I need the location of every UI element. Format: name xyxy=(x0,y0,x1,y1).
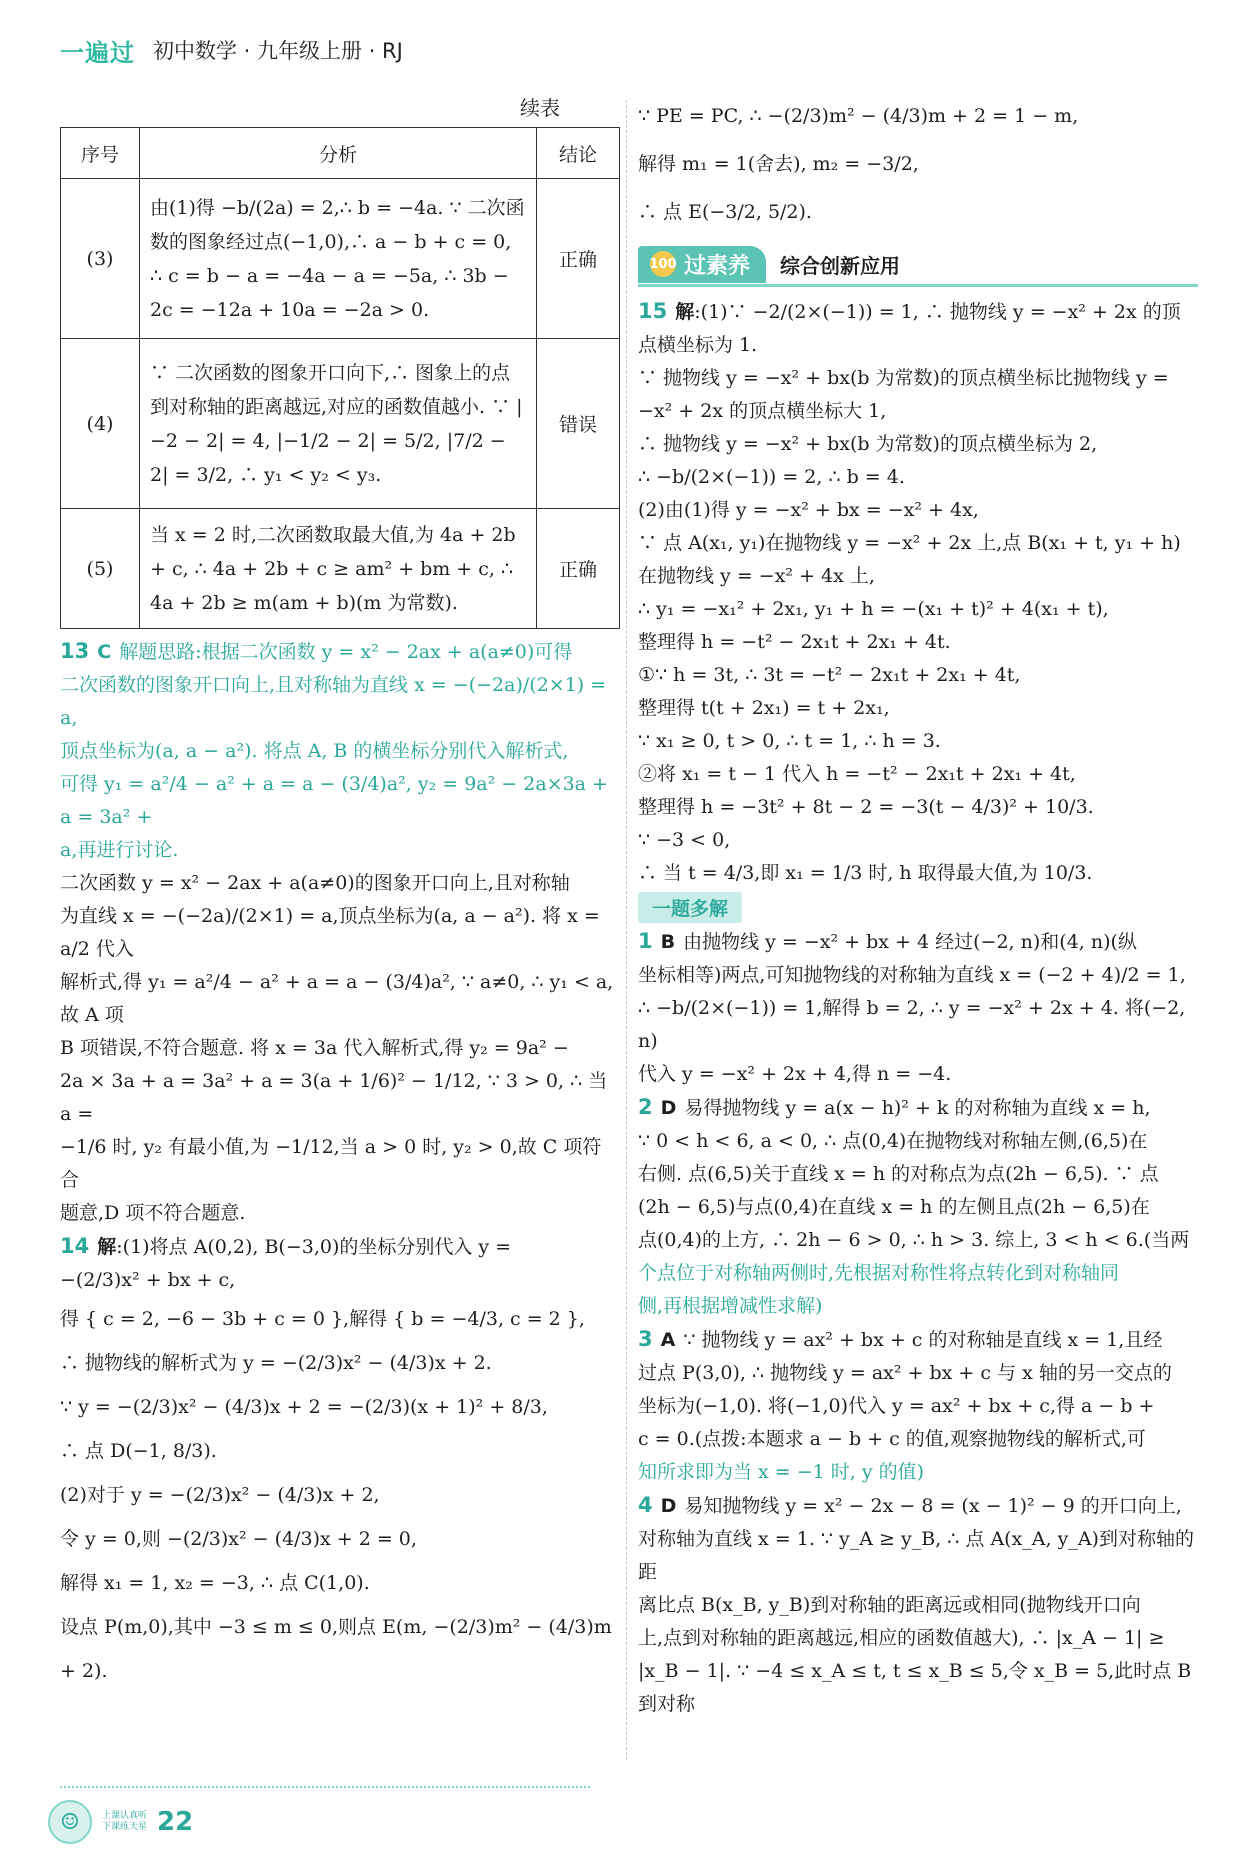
q15-line: 整理得 t(t + 2x₁) = t + 2x₁, xyxy=(638,697,890,719)
row-no: (5) xyxy=(61,509,140,629)
q15-line: ∴ −b/(2×(−1)) = 2, ∴ b = 4. xyxy=(638,466,905,488)
section-banner xyxy=(638,244,1198,287)
q15-line: ①∵ h = 3t, ∴ 3t = −t² − 2x₁t + 2x₁ + 4t, xyxy=(638,664,1021,686)
q3-line: 3 A ∵ 抛物线 y = ax² + bx + c 的对称轴是直线 x = 1,且经 xyxy=(638,1327,1163,1351)
header-result: 结论 xyxy=(537,128,620,179)
q1-line: 1 B 由抛物线 y = −x² + bx + 4 经过(−2, n)和(4, n)(纵 xyxy=(638,929,1137,953)
q14-line: 令 y = 0,则 −(2/3)x² − (4/3)x + 2 = 0, xyxy=(60,1528,417,1550)
q14-label: 解 xyxy=(97,1236,117,1258)
q15-line: 点横坐标为 1. xyxy=(638,334,758,356)
section-tag: 100 过素养 xyxy=(638,246,766,283)
q14-line: 设点 P(m,0),其中 −3 ≤ m ≤ 0,则点 E(m, −(2/3)m² − (4/3)m + 2). xyxy=(60,1616,618,1682)
q15-number: 15 xyxy=(638,299,668,323)
page-header xyxy=(60,30,403,70)
section-title: 综合创新应用 xyxy=(780,253,901,278)
row-result: 正确 xyxy=(537,179,620,339)
q14-line: ∵ y = −(2/3)x² − (4/3)x + 2 = −(2/3)(x + 1)² + 8/3, xyxy=(60,1396,548,1418)
q15-label: 解 xyxy=(675,301,695,323)
footer-rule xyxy=(60,1786,590,1788)
brand-logo: 一遍过 xyxy=(60,38,135,67)
q15-line: ∵ x₁ ≥ 0, t > 0, ∴ t = 1, ∴ h = 3. xyxy=(638,730,941,752)
row-result: 错误 xyxy=(537,339,620,509)
q15-line: 15 解:(1)∵ −2/(2×(−1)) = 1, ∴ 抛物线 y = −x² + 2x 的顶 xyxy=(638,299,1181,323)
q15-line: ∴ 抛物线 y = −x² + bx(b 为常数)的顶点横坐标为 2, xyxy=(638,433,1098,455)
q4-line: 4 D 易知抛物线 y = x² − 2x − 8 = (x − 1)² − 9 的开口向上, xyxy=(638,1493,1182,1517)
q1-line: 代入 y = −x² + 2x + 4,得 n = −4. xyxy=(638,1063,952,1085)
q2-line: 侧,再根据增减性求解) xyxy=(638,1295,823,1317)
question-1 xyxy=(638,925,1198,1091)
q14-line: (2)对于 y = −(2/3)x² − (4/3)x + 2, xyxy=(60,1484,380,1506)
header-analysis: 分析 xyxy=(140,128,537,179)
header-no: 序号 xyxy=(61,128,140,179)
q13-hint-line: 顶点坐标为(a, a − a²). 将点 A, B 的横坐标分别代入解析式, xyxy=(60,740,569,762)
q13-body-line: −1/6 时, y₂ 有最小值,为 −1/12,当 a > 0 时, y₂ > 0,故 C 项符合 xyxy=(60,1136,602,1191)
table-row xyxy=(61,339,620,509)
analysis-table xyxy=(60,127,620,629)
q13-option: C xyxy=(97,641,112,663)
q1-line: ∴ −b/(2×(−1)) = 1,解得 b = 2, ∴ y = −x² + 2x + 4. 将(−2, n) xyxy=(638,997,1192,1052)
q2-line: 2 D 易得抛物线 y = a(x − h)² + k 的对称轴为直线 x = h, xyxy=(638,1095,1151,1119)
q13-body-line: 2a × 3a + a = 3a² + a = 3(a + 1/6)² − 1/12, ∵ 3 > 0, ∴ 当 a = xyxy=(60,1070,614,1125)
q3-line: 知所求即为当 x = −1 时, y 的值) xyxy=(638,1461,925,1483)
q15-line: ∵ 点 A(x₁, y₁)在抛物线 y = −x² + 2x 上,点 B(x₁ + t, y₁ + h) xyxy=(638,532,1181,554)
q1-number: 1 xyxy=(638,929,653,953)
q2-line: ∵ 0 < h < 6, a < 0, ∴ 点(0,4)在抛物线对称轴左侧,(6,5)在 xyxy=(638,1130,1148,1152)
q2-line: 右侧. 点(6,5)关于直线 x = h 的对称点为点(2h − 6,5). ∵ 点 xyxy=(638,1163,1159,1185)
q13-body-line: 为直线 x = −(−2a)/(2×1) = a,顶点坐标为(a, a − a²). 将 x = a/2 代入 xyxy=(60,905,606,960)
q13-hint-line: a,再进行讨论. xyxy=(60,839,179,861)
table-continued-label: 续表 xyxy=(520,96,560,120)
q15-line: ∴ y₁ = −x₁² + 2x₁, y₁ + h = −(x₁ + t)² + 4(x₁ + t), xyxy=(638,598,1109,620)
q13-body-line: B 项错误,不符合题意. 将 x = 3a 代入解析式,得 y₂ = 9a² − xyxy=(60,1037,569,1059)
table-row xyxy=(61,179,620,339)
q4-line: 对称轴为直线 x = 1. ∵ y_A ≥ y_B, ∴ 点 A(x_A, y_A)到对称轴的距 xyxy=(638,1528,1194,1583)
q13-hint-line: 13 C 解题思路:根据二次函数 y = x² − 2ax + a(a≠0)可得 xyxy=(60,639,573,663)
mascot-icon: ☺ xyxy=(48,1800,92,1844)
q3-option: A xyxy=(660,1329,676,1351)
extra-section-banner: 一题多解 xyxy=(638,892,742,923)
row-result: 正确 xyxy=(537,509,620,629)
row-analysis: 由(1)得 −b/(2a) = 2,∴ b = −4a. ∵ 二次函数的图象经过点(−1,0),∴ a − b + c = 0, ∴ c = b − a = −4a − a = −5a, ∴ 3b − 2c = −12a + 10a = −2a > 0. xyxy=(140,179,537,339)
q13-body-line: 题意,D 项不符合题意. xyxy=(60,1202,246,1224)
q15-line: ∵ −3 < 0, xyxy=(638,829,731,851)
row-no: (4) xyxy=(61,339,140,509)
q13-body-line: 解析式,得 y₁ = a²/4 − a² + a = a − (3/4)a², ∵ a≠0, ∴ y₁ < a,故 A 项 xyxy=(60,971,614,1026)
q4-number: 4 xyxy=(638,1493,653,1517)
q3-line: c = 0.(点拨:本题求 a − b + c 的值,观察抛物线的解析式,可 xyxy=(638,1428,1146,1450)
q4-line: 离比点 B(x_B, y_B)到对称轴的距离远或相同(抛物线开口向 xyxy=(638,1594,1141,1616)
q14-line: ∴ 抛物线的解析式为 y = −(2/3)x² − (4/3)x + 2. xyxy=(60,1352,492,1374)
q14-number: 14 xyxy=(60,1234,90,1258)
q13-hint-line: 二次函数的图象开口向上,且对称轴为直线 x = −(−2a)/(2×1) = a, xyxy=(60,674,613,729)
page-number: 22 xyxy=(157,1807,194,1837)
score-badge-icon: 100 xyxy=(650,251,676,277)
q15-line: −x² + 2x 的顶点横坐标大 1, xyxy=(638,400,887,422)
q2-line: (2h − 6,5)与点(0,4)在直线 x = h 的左侧且点(2h − 6,5)在 xyxy=(638,1196,1150,1218)
q1-option: B xyxy=(660,931,676,953)
q4-line: |x_B − 1|. ∵ −4 ≤ x_A ≤ t, t ≤ x_B ≤ 5,令 x_B = 5,此时点 B 到对称 xyxy=(638,1660,1198,1715)
q1-line: 坐标相等)两点,可知抛物线的对称轴为直线 x = (−2 + 4)/2 = 1, xyxy=(638,964,1186,986)
q4-option: D xyxy=(660,1495,677,1517)
q13-number: 13 xyxy=(60,639,90,663)
question-3 xyxy=(638,1323,1198,1489)
book-title: 初中数学 · 九年级上册 · RJ xyxy=(153,39,403,63)
q14-cont-line: ∴ 点 E(−3/2, 5/2). xyxy=(638,201,812,223)
footer-slogan: 上课认真听 下课练天星 xyxy=(102,1811,148,1832)
question-15 xyxy=(638,295,1198,890)
q14-line: 14 解:(1)将点 A(0,2), B(−3,0)的坐标分别代入 y = xyxy=(60,1234,512,1258)
row-analysis: ∵ 二次函数的图象开口向下,∴ 图象上的点到对称轴的距离越远,对应的函数值越小. ∵ |−2 − 2| = 4, |−1/2 − 2| = 5/2, |7/2 − 2| = 3/2, ∴ y₁ < y₂ < y₃. xyxy=(140,339,537,509)
question-14 xyxy=(60,1230,620,1693)
question-4 xyxy=(638,1489,1198,1721)
page-footer xyxy=(48,1800,193,1844)
q2-option: D xyxy=(660,1097,677,1119)
q15-line: 整理得 h = −3t² + 8t − 2 = −3(t − 4/3)² + 10/3. xyxy=(638,796,1094,818)
q15-line: 整理得 h = −t² − 2x₁t + 2x₁ + 4t. xyxy=(638,631,951,653)
q14-line: 解得 x₁ = 1, x₂ = −3, ∴ 点 C(1,0). xyxy=(60,1572,370,1594)
column-divider xyxy=(626,100,627,1760)
right-column xyxy=(638,92,1198,1721)
row-no: (3) xyxy=(61,179,140,339)
q15-line: ∴ 当 t = 4/3,即 x₁ = 1/3 时, h 取得最大值,为 10/3. xyxy=(638,862,1093,884)
q14-cont-line: ∵ PE = PC, ∴ −(2/3)m² − (4/3)m + 2 = 1 − m, xyxy=(638,105,1079,127)
q4-line: 上,点到对称轴的距离越远,相应的函数值越大), ∴ |x_A − 1| ≥ xyxy=(638,1627,1165,1649)
q15-line: 在抛物线 y = −x² + 4x 上, xyxy=(638,565,875,587)
q2-line: 个点位于对称轴两侧时,先根据对称性将点转化到对称轴同 xyxy=(638,1262,1120,1284)
q2-line: 点(0,4)的上方, ∴ 2h − 6 > 0, ∴ h > 3. 综上, 3 < h < 6.(当两 xyxy=(638,1229,1190,1251)
q3-number: 3 xyxy=(638,1327,653,1351)
left-column xyxy=(60,92,620,1693)
q14-cont-line: 解得 m₁ = 1(舍去), m₂ = −3/2, xyxy=(638,153,919,175)
q14-line: 得 { c = 2, −6 − 3b + c = 0 },解得 { b = −4/3, c = 2 }, xyxy=(60,1308,585,1330)
question-13 xyxy=(60,635,620,1230)
q15-line: (2)由(1)得 y = −x² + bx = −x² + 4x, xyxy=(638,499,979,521)
q15-line: ②将 x₁ = t − 1 代入 h = −t² − 2x₁t + 2x₁ + 4t, xyxy=(638,763,1076,785)
q2-number: 2 xyxy=(638,1095,653,1119)
q13-hint-line: 可得 y₁ = a²/4 − a² + a = a − (3/4)a², y₂ = 9a² − 2a×3a + a = 3a² + xyxy=(60,773,614,828)
q15-line: ∵ 抛物线 y = −x² + bx(b 为常数)的顶点横坐标比抛物线 y = xyxy=(638,367,1169,389)
table-header-row xyxy=(61,128,620,179)
row-analysis: 当 x = 2 时,二次函数取最大值,为 4a + 2b + c, ∴ 4a + 2b + c ≥ am² + bm + c, ∴ 4a + 2b ≥ m(am + b)(m 为常数). xyxy=(140,509,537,629)
q3-line: 坐标为(−1,0). 将(−1,0)代入 y = ax² + bx + c,得 a − b + xyxy=(638,1395,1155,1417)
table-row xyxy=(61,509,620,629)
q3-line: 过点 P(3,0), ∴ 抛物线 y = ax² + bx + c 与 x 轴的另一交点的 xyxy=(638,1362,1172,1384)
q14-line: −(2/3)x² + bx + c, xyxy=(60,1269,236,1291)
q14-line: ∴ 点 D(−1, 8/3). xyxy=(60,1440,217,1462)
question-2 xyxy=(638,1091,1198,1323)
q13-body-line: 二次函数 y = x² − 2ax + a(a≠0)的图象开口向上,且对称轴 xyxy=(60,872,570,894)
